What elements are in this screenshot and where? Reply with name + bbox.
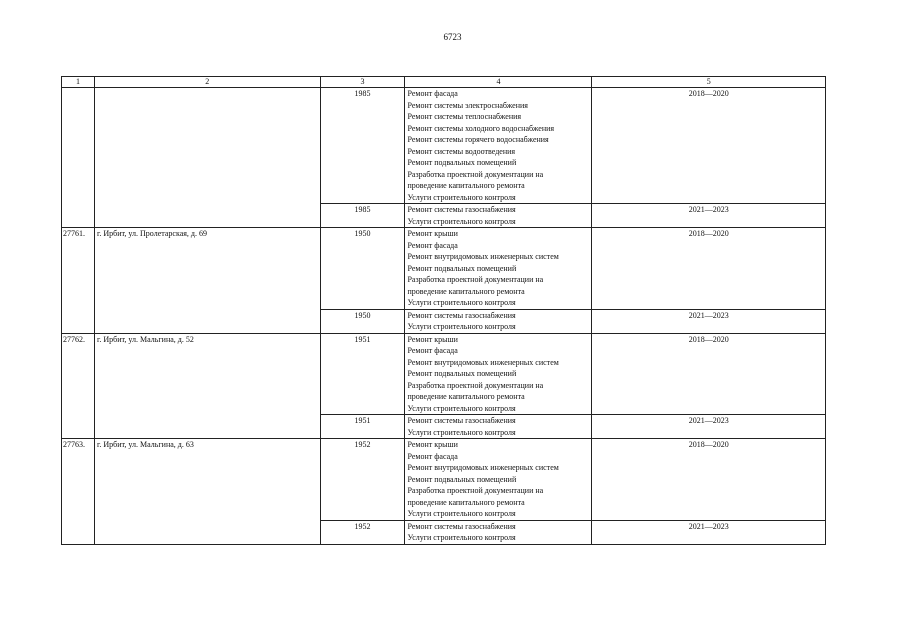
work-item: Ремонт крыши	[407, 229, 458, 238]
table-row	[62, 228, 826, 310]
work-item: проведение капитального ремонта	[407, 392, 525, 401]
construction-year: 1951	[320, 415, 405, 439]
column-number-4: 4	[405, 77, 592, 88]
work-item: Разработка проектной документации на	[407, 486, 544, 495]
work-item: Ремонт внутридомовых инженерных систем	[407, 252, 559, 261]
work-item: проведение капитального ремонта	[407, 497, 525, 507]
work-item: Ремонт системы горячего водоснабжения	[407, 135, 549, 144]
work-item: Услуги строительного контроля	[407, 216, 516, 226]
repair-period: 2021—2023	[592, 309, 826, 333]
entry-number: 27761.	[62, 228, 95, 334]
repair-period: 2021—2023	[592, 415, 826, 439]
column-number-1: 1	[62, 77, 95, 88]
work-item: Ремонт системы теплоснабжения	[407, 112, 522, 121]
table-body	[62, 88, 826, 545]
works-list	[405, 309, 592, 333]
works-list	[405, 228, 592, 310]
page-number: 6723	[443, 32, 462, 42]
construction-year: 1951	[320, 333, 405, 415]
work-item: Разработка проектной документации на	[407, 275, 544, 284]
works-list	[405, 88, 592, 204]
construction-year: 1985	[320, 88, 405, 204]
work-item: Услуги строительного контроля	[407, 192, 516, 202]
work-item: Ремонт системы газоснабжения	[407, 205, 516, 214]
work-item: Услуги строительного контроля	[407, 533, 516, 542]
work-item: Разработка проектной документации на	[407, 380, 544, 390]
table-row	[62, 333, 826, 415]
building-address: г. Ирбит, ул. Пролетарская, д. 69	[94, 228, 320, 334]
work-item: Ремонт системы водоотведения	[407, 146, 516, 156]
work-item: Услуги строительного контроля	[407, 298, 516, 307]
work-item: проведение капитального ремонта	[407, 181, 525, 190]
repair-period: 2018—2020	[592, 228, 826, 310]
work-item: Ремонт системы газоснабжения	[407, 416, 516, 425]
work-item: Разработка проектной документации на	[407, 169, 544, 179]
repair-period: 2018—2020	[592, 439, 826, 521]
work-item: Ремонт фасада	[407, 240, 458, 250]
work-item: Ремонт внутридомовых инженерных систем	[407, 357, 559, 367]
entry-number	[62, 88, 95, 228]
work-item: Ремонт подвальных помещений	[407, 474, 517, 484]
work-item: Ремонт системы газоснабжения	[407, 521, 516, 531]
column-number-2: 2	[94, 77, 320, 88]
entry-number: 27762.	[62, 333, 95, 439]
table-row	[62, 88, 826, 204]
work-item: Ремонт системы холодного водоснабжения	[407, 123, 555, 133]
repair-period: 2018—2020	[592, 333, 826, 415]
work-item: Услуги строительного контроля	[407, 427, 516, 437]
construction-year: 1985	[320, 204, 405, 228]
repair-period: 2021—2023	[592, 520, 826, 544]
work-item: Услуги строительного контроля	[407, 322, 516, 331]
repair-period: 2018—2020	[592, 88, 826, 204]
building-address	[94, 88, 320, 228]
table-row	[62, 439, 826, 521]
works-list	[405, 439, 592, 521]
column-number-5: 5	[592, 77, 826, 88]
building-address: г. Ирбит, ул. Мальгина, д. 52	[94, 333, 320, 439]
work-item: Ремонт фасада	[407, 451, 458, 461]
construction-year: 1950	[320, 309, 405, 333]
entry-number: 27763.	[62, 439, 95, 545]
works-list	[405, 204, 592, 228]
work-item: Услуги строительного контроля	[407, 403, 516, 413]
construction-year: 1952	[320, 520, 405, 544]
repair-period: 2021—2023	[592, 204, 826, 228]
construction-year: 1952	[320, 439, 405, 521]
work-item: Ремонт системы электроснабжения	[407, 100, 528, 110]
work-item: Ремонт крыши	[407, 334, 458, 344]
works-list	[405, 520, 592, 544]
column-number-row	[62, 77, 826, 88]
work-item: Ремонт подвальных помещений	[407, 369, 517, 378]
construction-year: 1950	[320, 228, 405, 310]
work-item: Услуги строительного контроля	[407, 509, 516, 518]
work-item: Ремонт подвальных помещений	[407, 158, 517, 167]
repair-schedule-table	[61, 76, 826, 545]
works-list	[405, 415, 592, 439]
building-address: г. Ирбит, ул. Мальгина, д. 63	[94, 439, 320, 545]
column-number-3: 3	[320, 77, 405, 88]
work-item: проведение капитального ремонта	[407, 286, 525, 296]
works-list	[405, 333, 592, 415]
work-item: Ремонт подвальных помещений	[407, 263, 517, 273]
work-item: Ремонт внутридомовых инженерных систем	[407, 463, 559, 472]
work-item: Ремонт крыши	[407, 440, 458, 449]
work-item: Ремонт фасада	[407, 89, 458, 98]
work-item: Ремонт фасада	[407, 346, 458, 355]
work-item: Ремонт системы газоснабжения	[407, 310, 516, 320]
